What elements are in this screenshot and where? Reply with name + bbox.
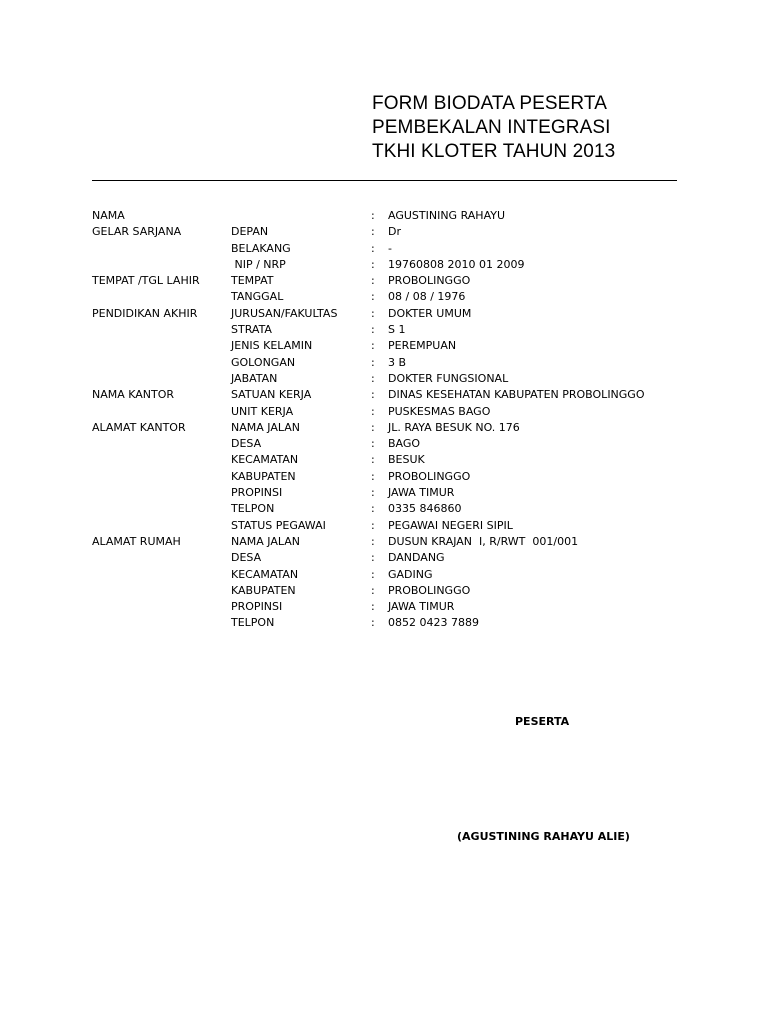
row-separator: :: [371, 469, 375, 483]
table-row: [0, 208, 768, 224]
row-value: S 1: [388, 323, 406, 337]
row-group-label: PENDIDIKAN AKHIR: [92, 306, 198, 320]
row-separator: :: [371, 518, 375, 532]
table-row: [0, 518, 768, 534]
row-value: JAWA TIMUR: [388, 600, 455, 614]
row-separator: :: [371, 502, 375, 516]
row-value: BAGO: [388, 437, 421, 451]
row-separator: :: [371, 323, 375, 337]
row-separator: :: [371, 453, 375, 467]
row-field-label: NIP / NRP: [231, 257, 286, 271]
row-value: DUSUN KRAJAN I, R/RWT 001/001: [388, 534, 579, 548]
table-row: [0, 371, 768, 387]
row-value: 0852 0423 7889: [388, 616, 479, 630]
row-field-label: KABUPATEN: [231, 583, 296, 597]
row-group-label: ALAMAT KANTOR: [92, 420, 186, 434]
row-field-label: KABUPATEN: [231, 469, 296, 483]
row-separator: :: [371, 616, 375, 630]
table-row: [0, 599, 768, 615]
row-field-label: DESA: [231, 551, 262, 565]
row-separator: :: [371, 225, 375, 239]
row-group-label: NAMA: [92, 209, 125, 222]
row-group-label: ALAMAT RUMAH: [92, 534, 181, 548]
row-field-label: GOLONGAN: [231, 355, 296, 369]
row-field-label: PROPINSI: [231, 600, 283, 614]
row-value: DANDANG: [388, 551, 445, 565]
row-field-label: DEPAN: [231, 225, 269, 239]
row-field-label: TELPON: [231, 502, 275, 516]
row-separator: :: [371, 339, 375, 353]
row-value: PEREMPUAN: [388, 339, 457, 353]
row-value: BESUK: [388, 453, 425, 467]
row-field-label: NAMA JALAN: [231, 420, 300, 434]
row-separator: :: [371, 486, 375, 500]
row-separator: :: [371, 241, 375, 255]
row-separator: :: [371, 567, 375, 581]
row-group-label: GELAR SARJANA: [92, 225, 182, 239]
row-field-label: PROPINSI: [231, 486, 283, 500]
row-separator: :: [371, 257, 375, 271]
table-row: [0, 583, 768, 599]
row-value: -: [388, 241, 392, 255]
row-separator: :: [371, 404, 375, 418]
table-row: [0, 501, 768, 517]
table-row: [0, 387, 768, 403]
row-value: 0335 846860: [388, 502, 462, 516]
form-title-line-1: FORM BIODATA PESERTA: [372, 93, 607, 114]
table-row: [0, 420, 768, 436]
table-row: [0, 241, 768, 257]
row-separator: :: [371, 371, 375, 385]
table-row: [0, 404, 768, 420]
row-value: DINAS KESEHATAN KABUPATEN PROBOLINGGO: [388, 388, 645, 402]
row-value: PROBOLINGGO: [388, 274, 471, 288]
table-row: [0, 338, 768, 354]
row-separator: :: [371, 355, 375, 369]
row-value: 08 / 08 / 1976: [388, 290, 466, 304]
table-row: [0, 306, 768, 322]
row-value: GADING: [388, 567, 433, 581]
row-value: DOKTER UMUM: [388, 306, 472, 320]
row-group-label: NAMA KANTOR: [92, 388, 175, 402]
table-row: [0, 436, 768, 452]
row-separator: :: [371, 209, 375, 222]
table-row: [0, 550, 768, 566]
row-value: JAWA TIMUR: [388, 486, 455, 500]
table-row: [0, 257, 768, 273]
row-value: PUSKESMAS BAGO: [388, 404, 491, 418]
row-field-label: UNIT KERJA: [231, 404, 294, 418]
row-separator: :: [371, 388, 375, 402]
row-field-label: BELAKANG: [231, 241, 291, 255]
row-field-label: JENIS KELAMIN: [231, 339, 313, 353]
row-value: 19760808 2010 01 2009: [388, 257, 525, 271]
row-field-label: JABATAN: [231, 371, 278, 385]
row-field-label: DESA: [231, 437, 262, 451]
biodata-table: [0, 208, 768, 632]
row-field-label: TEMPAT: [231, 274, 274, 288]
table-row: [0, 322, 768, 338]
row-separator: :: [371, 437, 375, 451]
row-value: 3 B: [388, 355, 407, 369]
row-value: Dr: [388, 225, 401, 239]
table-row: [0, 615, 768, 631]
row-group-label: TEMPAT /TGL LAHIR: [92, 274, 200, 288]
table-row: [0, 289, 768, 305]
row-value: DOKTER FUNGSIONAL: [388, 371, 509, 385]
row-field-label: STRATA: [231, 323, 272, 337]
row-separator: :: [371, 306, 375, 320]
row-separator: :: [371, 420, 375, 434]
row-separator: :: [371, 534, 375, 548]
row-field-label: NAMA JALAN: [231, 534, 300, 548]
row-separator: :: [371, 551, 375, 565]
row-field-label: TANGGAL: [231, 290, 284, 304]
row-separator: :: [371, 583, 375, 597]
row-value: PROBOLINGGO: [388, 469, 471, 483]
table-row: [0, 452, 768, 468]
row-value: PEGAWAI NEGERI SIPIL: [388, 518, 513, 532]
row-value: JL. RAYA BESUK NO. 176: [388, 420, 520, 434]
form-title-line-2: PEMBEKALAN INTEGRASI: [372, 117, 611, 138]
table-row: [0, 534, 768, 550]
signature-name: (AGUSTINING RAHAYU ALIE): [457, 830, 630, 843]
row-field-label: KECAMATAN: [231, 567, 299, 581]
row-value: AGUSTINING RAHAYU: [388, 209, 506, 222]
row-field-label: STATUS PEGAWAI: [231, 518, 326, 532]
form-title: [372, 92, 752, 164]
table-row: [0, 355, 768, 371]
row-separator: :: [371, 274, 375, 288]
row-field-label: JURUSAN/FAKULTAS: [231, 306, 338, 320]
form-title-line-3: TKHI KLOTER TAHUN 2013: [372, 141, 616, 162]
row-value: PROBOLINGGO: [388, 583, 471, 597]
row-separator: :: [371, 600, 375, 614]
table-row: [0, 224, 768, 240]
table-row: [0, 567, 768, 583]
row-separator: :: [371, 290, 375, 304]
row-field-label: KECAMATAN: [231, 453, 299, 467]
table-row: [0, 469, 768, 485]
table-row: [0, 485, 768, 501]
row-field-label: SATUAN KERJA: [231, 388, 312, 402]
row-field-label: TELPON: [231, 616, 275, 630]
header-divider: [92, 180, 677, 181]
signature-role: PESERTA: [515, 715, 570, 728]
table-row: [0, 273, 768, 289]
